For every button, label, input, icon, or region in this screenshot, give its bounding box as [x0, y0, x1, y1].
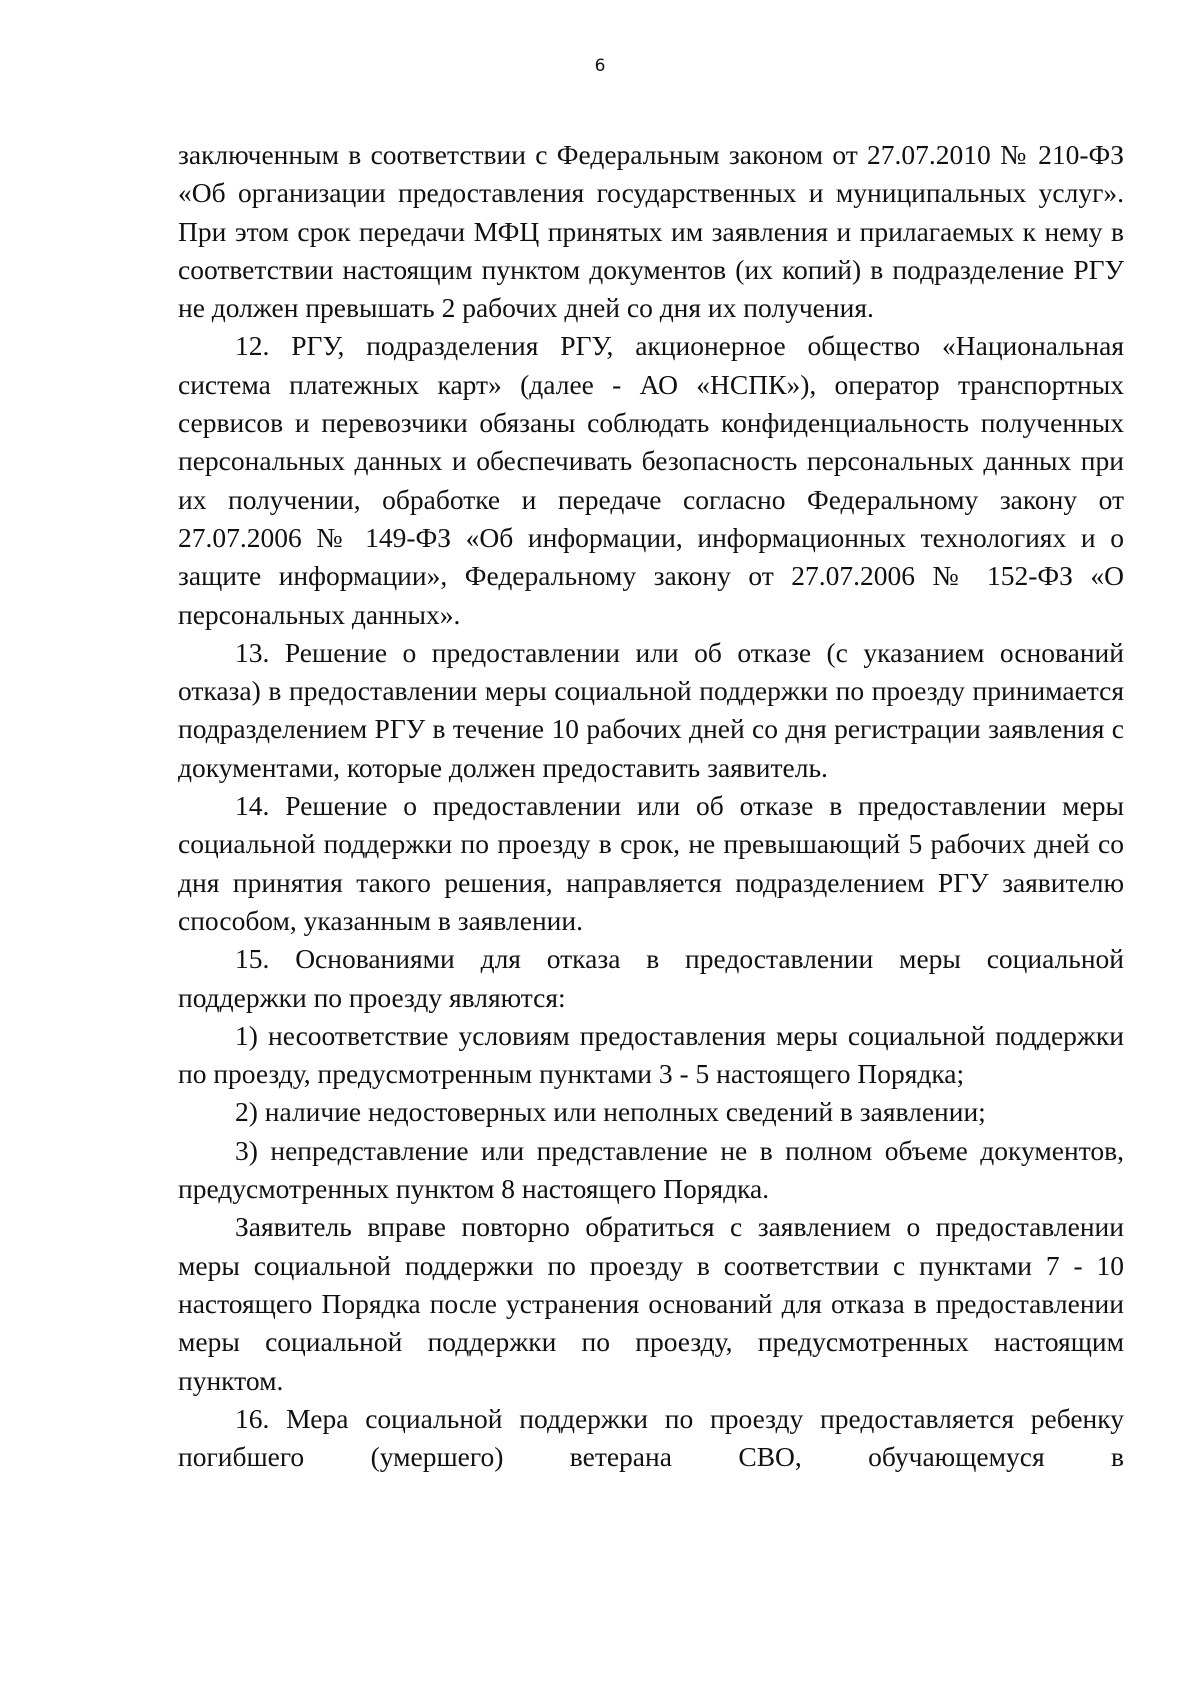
- page-number: 6: [594, 56, 606, 76]
- paragraph-15-item-3: 3) непредставление или представление не в полном объеме документов, предусмотренных пунктом 8 настоящего Порядка.: [178, 1134, 1124, 1205]
- paragraph-16: 16. Мера социальной поддержки по проезду предоставляется ребенку погибшего (умершего) ветерана СВО, обучающемуся в: [178, 1402, 1124, 1473]
- paragraph-continuation: заключенным в соответствии с Федеральным законом от 27.07.2010 № 210-ФЗ «Об организации предоставления государственных и муниципальных услуг». При этом срок передачи МФЦ принятых им заявления и прилагаемых к нему в соответствии настоящим пунктом документов (их копий) в подразделение РГУ не должен превышать 2 рабочих дней со дня их получения.: [178, 139, 1124, 324]
- document-body: [178, 136, 1124, 1476]
- paragraph-14: 14. Решение о предоставлении или об отказе в предоставлении меры социальной поддержки по проезду в срок, не превышающий 5 рабочих дней со дня принятия такого решения, направляется подразделением РГУ заявителю способом, указанным в заявлении.: [178, 790, 1124, 936]
- paragraph-15-item-1: 1) несоответствие условиям предоставления меры социальной поддержки по проезду, предусмотренным пунктами 3 - 5 настоящего Порядка;: [178, 1019, 1124, 1090]
- paragraph-13: 13. Решение о предоставлении или об отказе (с указанием оснований отказа) в предоставлении меры социальной поддержки по проезду принимается подразделением РГУ в течение 10 рабочих дней со дня регистрации заявления с документами, которые должен предоставить заявитель.: [178, 636, 1124, 783]
- paragraph-12: 12. РГУ, подразделения РГУ, акционерное общество «Национальная система платежных карт» (далее - АО «НСПК»), оператор транспортных сервисов и перевозчики обязаны соблюдать конфиденциальность полученных персональных данных и обеспечивать безопасность персональных данных при их получении, обработке и передаче согласно Федеральному закону от 27.07.2006 № 149-ФЗ «Об информации, информационных технологиях и о защите информации», Федеральному закону от 27.07.2006 № 152-ФЗ «О персональных данных».: [178, 330, 1124, 630]
- paragraph-15: 15. Основаниями для отказа в предоставлении меры социальной поддержки по проезду являются:: [178, 943, 1124, 1013]
- paragraph-15-item-2: 2) наличие недостоверных или неполных сведений в заявлении;: [235, 1096, 986, 1128]
- paragraph-reapply: Заявитель вправе повторно обратиться с заявлением о предоставлении меры социальной поддержки по проезду в соответствии с пунктами 7 - 10 настоящего Порядка после устранения оснований для отказа в предоставлении меры социальной поддержки по проезду, предусмотренных настоящим пунктом.: [178, 1211, 1124, 1396]
